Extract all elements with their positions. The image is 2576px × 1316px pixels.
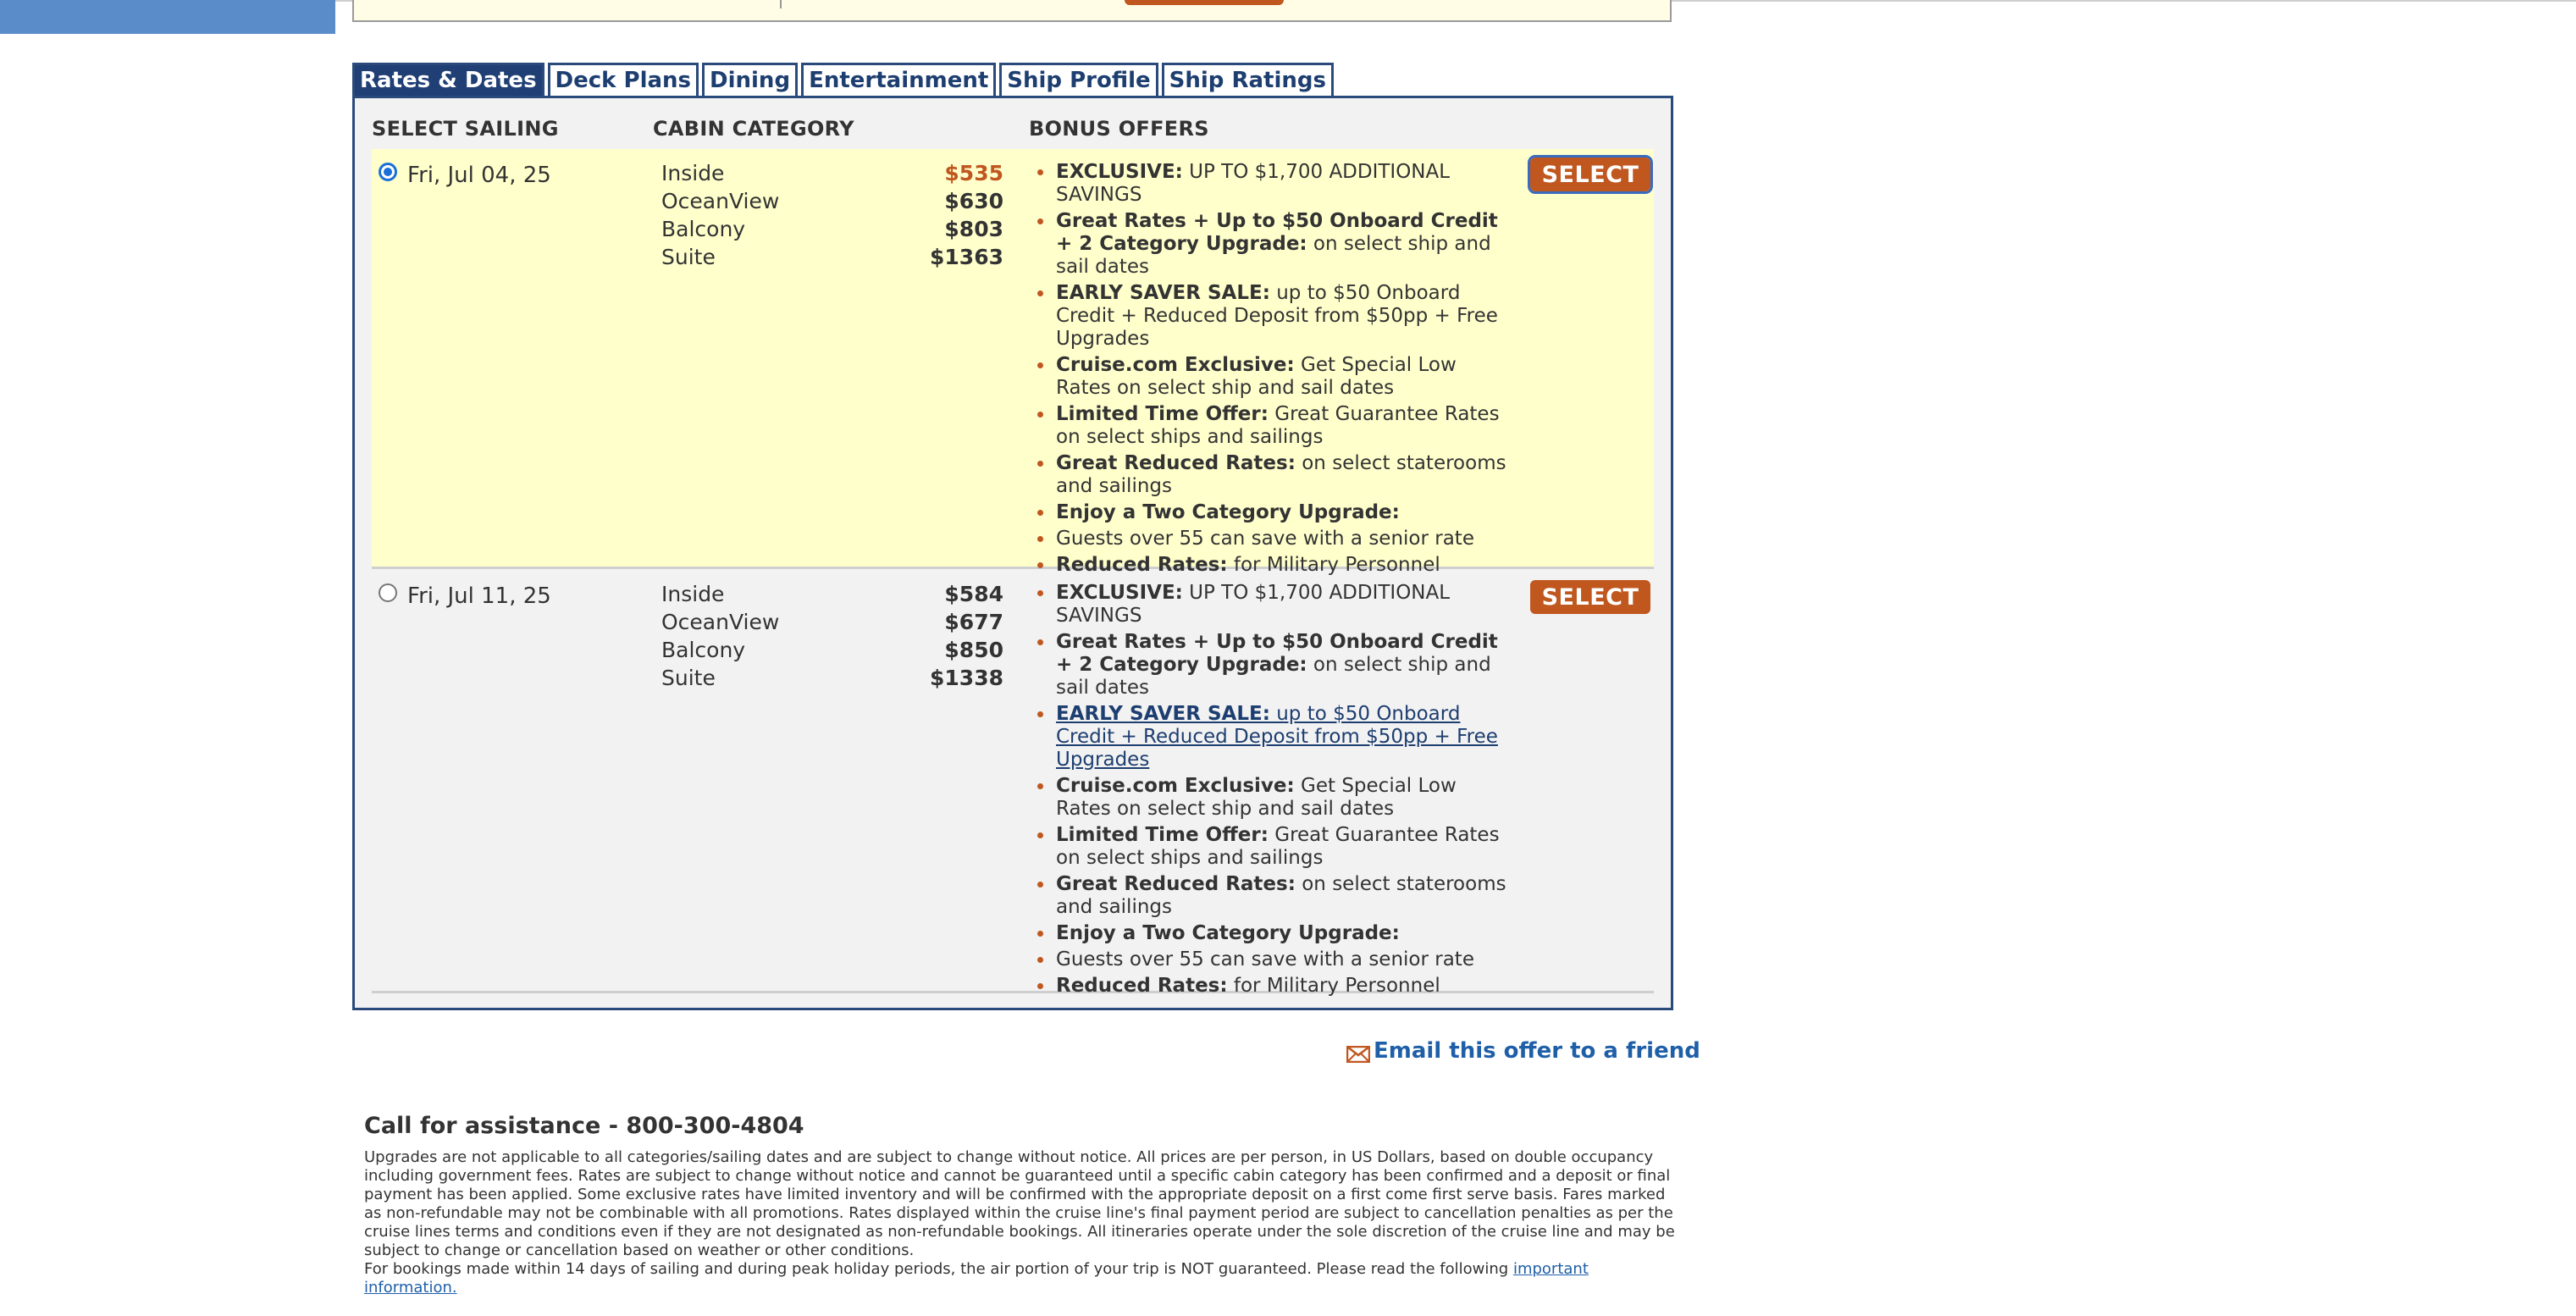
cabin-price: $677 (944, 610, 1003, 634)
previous-panel-bottom (352, 0, 1672, 22)
offer-title: Great Reduced Rates: (1056, 452, 1296, 474)
bonus-offer-link[interactable] (1032, 703, 1506, 771)
cabin-price: $1338 (930, 666, 1003, 690)
bonus-offer (1032, 161, 1506, 207)
cabin-name: OceanView (661, 189, 780, 213)
offer-text: up to $50 Onboard Credit + Reduced Deposit from $50pp + Free Upgrades (1056, 703, 1498, 771)
cabin-price: $535 (944, 161, 1003, 185)
cabin-row (661, 582, 1003, 610)
offer-text: on select staterooms and sailings (1056, 452, 1506, 497)
tab-deck-plans[interactable]: Deck Plans (548, 63, 699, 96)
tab-entertainment[interactable]: Entertainment (801, 63, 996, 96)
cabin-row (661, 161, 1003, 189)
panel-divider (780, 0, 782, 8)
panel-button-edge[interactable] (1125, 0, 1284, 5)
bonus-offer (1032, 775, 1506, 821)
offer-text: Great Guarantee Rates on select ships and sailings (1056, 403, 1500, 448)
offer-title: Reduced Rates: (1056, 975, 1228, 997)
cabin-price: $850 (944, 638, 1003, 662)
select-button[interactable]: SELECT (1530, 158, 1650, 191)
cabin-row (661, 610, 1003, 638)
sailing-row (372, 149, 1654, 576)
email-offer-text: Email this offer to a friend (1374, 1038, 1700, 1064)
offer-title: Cruise.com Exclusive: (1056, 775, 1295, 797)
bonus-offer (1032, 210, 1506, 279)
bonus-offer (1032, 528, 1506, 550)
rates-panel (352, 96, 1673, 1010)
offer-text: Guests over 55 can save with a senior rate (1056, 948, 1474, 970)
tab-rates-dates[interactable]: Rates & Dates (352, 63, 544, 96)
bonus-offer (1032, 354, 1506, 400)
tab-dining[interactable]: Dining (702, 63, 798, 96)
bonus-offer-list (1032, 582, 1506, 1001)
bonus-offer (1032, 631, 1506, 699)
header-select-sailing: SELECT SAILING (372, 117, 559, 141)
bonus-offer (1032, 922, 1506, 945)
offer-text: UP TO $1,700 ADDITIONAL SAVINGS (1056, 161, 1451, 206)
bonus-offer-list (1032, 161, 1506, 580)
offer-title: EARLY SAVER SALE: (1056, 282, 1270, 304)
bonus-offer (1032, 948, 1506, 971)
bonus-offer (1032, 824, 1506, 870)
sailing-date: Fri, Jul 11, 25 (407, 583, 551, 609)
cabin-name: Suite (661, 245, 716, 269)
cabin-name: Suite (661, 666, 716, 690)
cabin-name: OceanView (661, 610, 780, 634)
cabin-price: $584 (944, 582, 1003, 606)
offer-title: Enjoy a Two Category Upgrade: (1056, 501, 1400, 523)
email-offer-link[interactable] (1346, 1038, 1700, 1064)
cabin-price: $630 (944, 189, 1003, 213)
sailing-radio[interactable] (379, 583, 397, 602)
tab-ship-ratings[interactable]: Ship Ratings (1162, 63, 1334, 96)
offer-text: Get Special Low Rates on select ship and sail dates (1056, 354, 1457, 399)
offer-title: EXCLUSIVE: (1056, 582, 1183, 604)
offer-text: UP TO $1,700 ADDITIONAL SAVINGS (1056, 582, 1451, 627)
cabin-row (661, 638, 1003, 666)
cabin-row (661, 245, 1003, 273)
offer-title: Reduced Rates: (1056, 554, 1228, 576)
cabin-price: $1363 (930, 245, 1003, 269)
cabin-row (661, 189, 1003, 217)
assistance-phone: Call for assistance - 800-300-4804 (364, 1113, 804, 1139)
tab-ship-profile[interactable]: Ship Profile (999, 63, 1158, 96)
offer-text: for Military Personnel (1227, 975, 1440, 997)
cabin-name: Inside (661, 161, 725, 185)
offer-text: Great Guarantee Rates on select ships and sailings (1056, 824, 1500, 869)
offer-text: up to $50 Onboard Credit + Reduced Deposit from $50pp + Free Upgrades (1056, 282, 1498, 350)
offer-title: Limited Time Offer: (1056, 824, 1269, 846)
cabin-list (661, 161, 1003, 273)
offer-text: on select ship and sail dates (1056, 233, 1491, 278)
offer-text: Get Special Low Rates on select ship and sail dates (1056, 775, 1457, 820)
air-notice-text: For bookings made within 14 days of sailing and during peak holiday periods, the air portion of your trip is NOT guaranteed. Please read the following (364, 1260, 1513, 1278)
bonus-offer (1032, 452, 1506, 498)
bonus-offer (1032, 282, 1506, 351)
offer-text: on select staterooms and sailings (1056, 873, 1506, 918)
header-bonus-offers: BONUS OFFERS (1029, 117, 1209, 141)
select-button[interactable]: SELECT (1530, 580, 1650, 614)
disclaimer-text: Upgrades are not applicable to all categories/sailing dates and are subject to change without notice. All prices are per person, in US Dollars, based on double occupancy including government fees. Rates are subject to change without notice and cannot be guaranteed until a specific cabin category has been confirmed and a deposit or final payment has been applied. Some exclusive rates have limited inventory and will be confirmed with the appropriate deposit on a first come first serve basis. Fares marked as non-refundable may not be combinable with all promotions. Rates displayed within the cruise line's final payment period are subject to cancellation penalties as per the cruise lines terms and conditions even if they are not designated as non-refundable bookings. All itineraries operate under the sole discretion of the cruise line and may be subject to change or cancellation based on weather or other conditions. (364, 1148, 1675, 1259)
bonus-offer (1032, 975, 1506, 998)
air-notice (364, 1260, 1685, 1297)
offer-title: Great Rates + Up to $50 Onboard Credit + 2 Category Upgrade: (1056, 210, 1498, 255)
cabin-row (661, 217, 1003, 245)
offer-text: Guests over 55 can save with a senior rate (1056, 528, 1474, 550)
envelope-icon (1346, 1046, 1370, 1063)
offer-title: Great Reduced Rates: (1056, 873, 1296, 895)
sailing-radio-selected[interactable] (379, 163, 397, 181)
header-cabin-category: CABIN CATEGORY (653, 117, 854, 141)
offer-text: on select ship and sail dates (1056, 654, 1491, 699)
cabin-row (661, 666, 1003, 694)
bonus-offer (1032, 403, 1506, 449)
offer-title: Limited Time Offer: (1056, 403, 1269, 425)
disclaimer (364, 1148, 1685, 1297)
offer-title: EXCLUSIVE: (1056, 161, 1183, 183)
cabin-price: $803 (944, 217, 1003, 241)
header-blue-strip (0, 0, 335, 34)
offer-title: Great Rates + Up to $50 Onboard Credit + 2 Category Upgrade: (1056, 631, 1498, 676)
ship-tabs (352, 63, 1337, 97)
bonus-offer (1032, 501, 1506, 524)
bonus-offer (1032, 873, 1506, 919)
offer-text: for Military Personnel (1227, 554, 1440, 576)
sailing-date: Fri, Jul 04, 25 (407, 163, 551, 188)
bonus-offer (1032, 582, 1506, 628)
cabin-list (661, 582, 1003, 694)
offer-title: Cruise.com Exclusive: (1056, 354, 1295, 376)
offer-title: Enjoy a Two Category Upgrade: (1056, 922, 1400, 944)
sailing-row (372, 570, 1654, 997)
cabin-name: Balcony (661, 638, 746, 662)
cabin-name: Inside (661, 582, 725, 606)
offer-title: EARLY SAVER SALE: (1056, 703, 1270, 725)
important-information-link[interactable]: important information. (364, 1260, 1589, 1297)
cabin-name: Balcony (661, 217, 746, 241)
